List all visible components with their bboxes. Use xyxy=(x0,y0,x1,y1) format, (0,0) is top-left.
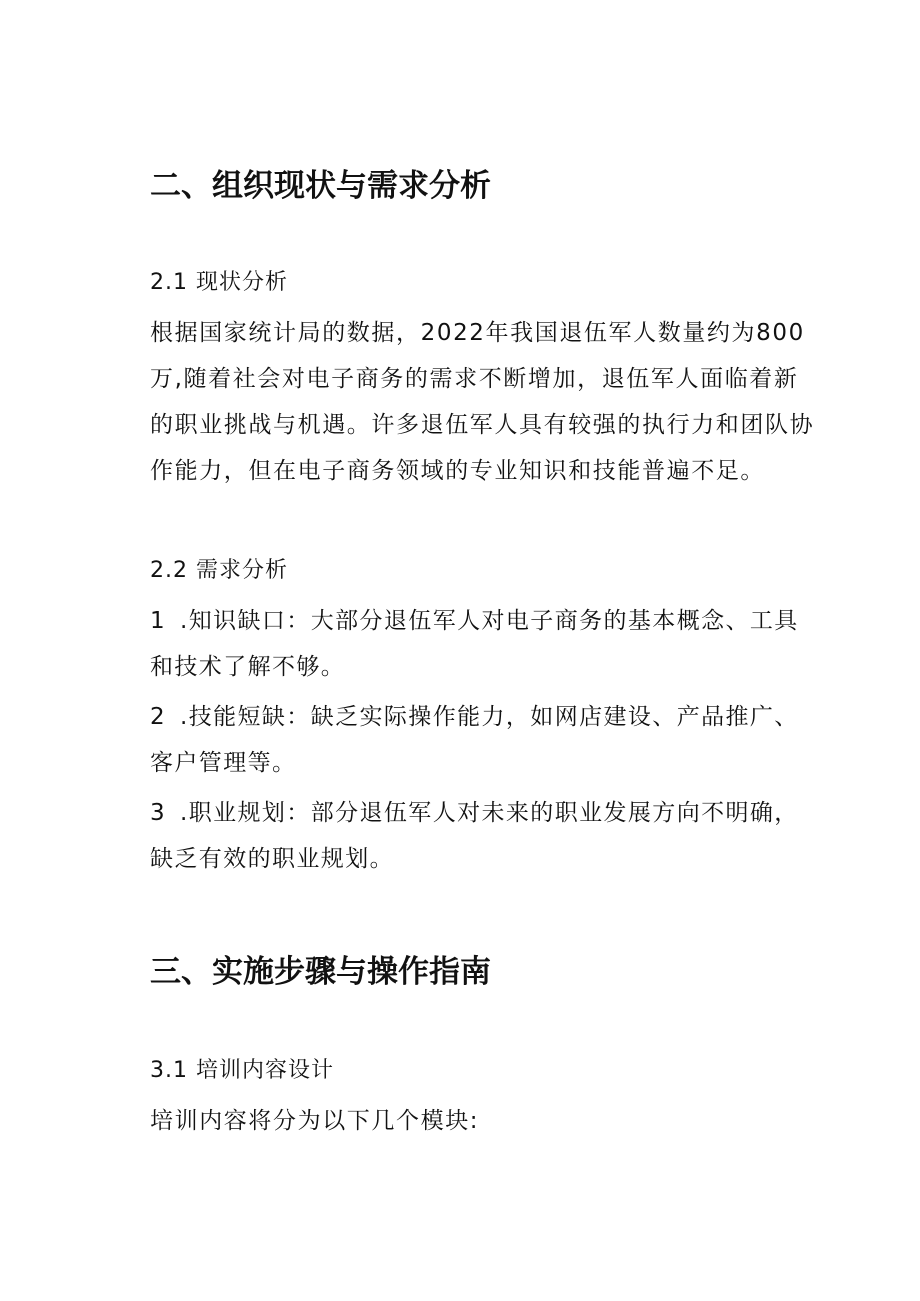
list-item xyxy=(150,790,816,882)
list-item-text: .职业规划：部分退伍军人对未来的职业发展方向不明确，缺乏有效的职业规划。 xyxy=(150,800,799,872)
subsection-2-2-heading: 2.2 需求分析 xyxy=(150,558,288,583)
list-item xyxy=(150,598,816,690)
list-item-number: 2 xyxy=(150,704,167,730)
subsection-3-1-heading: 3.1 培训内容设计 xyxy=(150,1058,334,1083)
list-item xyxy=(150,694,816,786)
list-item-text: .知识缺口：大部分退伍军人对电子商务的基本概念、工具和技术了解不够。 xyxy=(150,608,799,680)
list-item-number: 1 xyxy=(150,608,167,634)
subsection-2-1-heading: 2.1 现状分析 xyxy=(150,270,288,295)
list-item-text: .技能短缺：缺乏实际操作能力，如网店建设、产品推广、客户管理等。 xyxy=(150,704,799,776)
section-2-title: 二、组织现状与需求分析 xyxy=(150,168,491,204)
list-item-number: 3 xyxy=(150,800,167,826)
subsection-2-1-paragraph: 根据国家统计局的数据，2022年我国退伍军人数量约为800万,随着社会对电子商务的需求不断增加，退伍军人面临着新的职业挑战与机遇。许多退伍军人具有较强的执行力和团队协作能力，但在电子商务领域的专业知识和技能普遍不足。 xyxy=(150,320,815,484)
section-3-title: 三、实施步骤与操作指南 xyxy=(150,954,491,990)
subsection-3-1-paragraph: 培训内容将分为以下几个模块: xyxy=(150,1108,480,1134)
